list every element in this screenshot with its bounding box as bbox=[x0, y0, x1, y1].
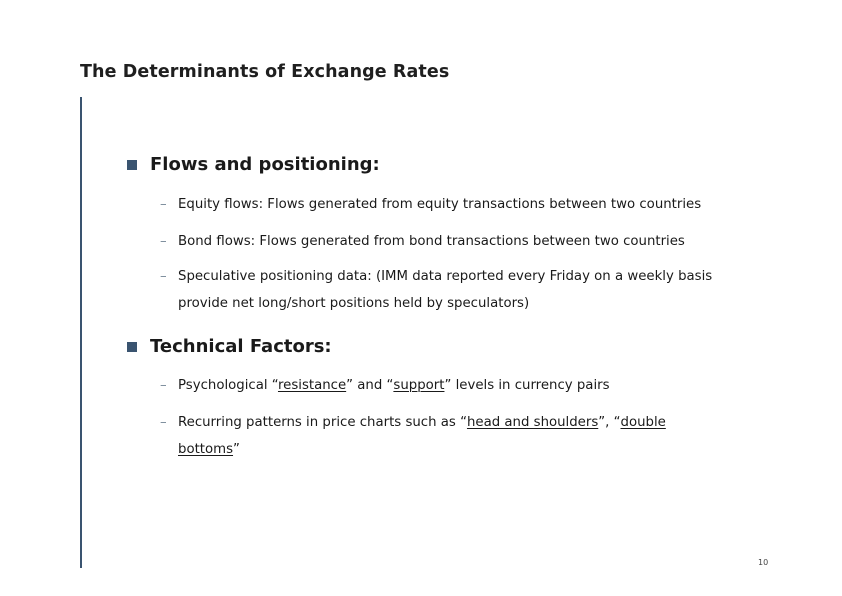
term-double: double bbox=[620, 415, 666, 430]
dash-bullet-icon: – bbox=[160, 269, 167, 284]
vertical-rule bbox=[80, 97, 82, 568]
list-item-text: Equity flows: Flows generated from equity transactions between two countries bbox=[178, 197, 702, 212]
text-segment: ”, “ bbox=[598, 415, 621, 430]
term-resistance: resistance bbox=[277, 378, 347, 393]
section-heading-technical bbox=[127, 336, 332, 357]
list-item-bond-flows bbox=[160, 228, 760, 255]
text-segment: Psychological “ bbox=[178, 378, 278, 393]
dash-bullet-icon: – bbox=[160, 234, 167, 249]
list-item-chart-patterns bbox=[160, 409, 760, 463]
term-head-and-shoulders: head and shoulders bbox=[466, 415, 599, 430]
page-number: 10 bbox=[758, 558, 769, 567]
section-heading-flows bbox=[127, 154, 380, 175]
dash-bullet-icon: – bbox=[160, 378, 167, 393]
list-item-text: Speculative positioning data: (IMM data reported every Friday on a weekly basis bbox=[178, 269, 713, 284]
section-heading-text: Flows and positioning: bbox=[150, 154, 380, 175]
slide-title: The Determinants of Exchange Rates bbox=[80, 62, 450, 82]
text-segment: Recurring patterns in price charts such as “ bbox=[178, 415, 467, 430]
dash-bullet-icon: – bbox=[160, 197, 167, 212]
list-item-text: Bond flows: Flows generated from bond transactions between two countries bbox=[178, 234, 685, 249]
dash-bullet-icon: – bbox=[160, 415, 167, 430]
section-heading-text: Technical Factors: bbox=[150, 336, 332, 357]
list-item-equity-flows bbox=[160, 191, 760, 218]
term-bottoms: bottoms bbox=[178, 442, 234, 457]
text-segment: ” levels in currency pairs bbox=[444, 378, 610, 393]
list-item-psychological-levels bbox=[160, 372, 760, 399]
list-item-text-continued bbox=[160, 436, 760, 463]
text-segment: ” and “ bbox=[346, 378, 394, 393]
term-support: support bbox=[393, 378, 445, 393]
square-bullet-icon bbox=[127, 160, 137, 170]
list-item-text-continued: provide net long/short positions held by speculators) bbox=[178, 296, 530, 311]
list-item-speculative-positioning bbox=[160, 263, 760, 317]
text-segment: ” bbox=[233, 442, 240, 457]
square-bullet-icon bbox=[127, 342, 137, 352]
